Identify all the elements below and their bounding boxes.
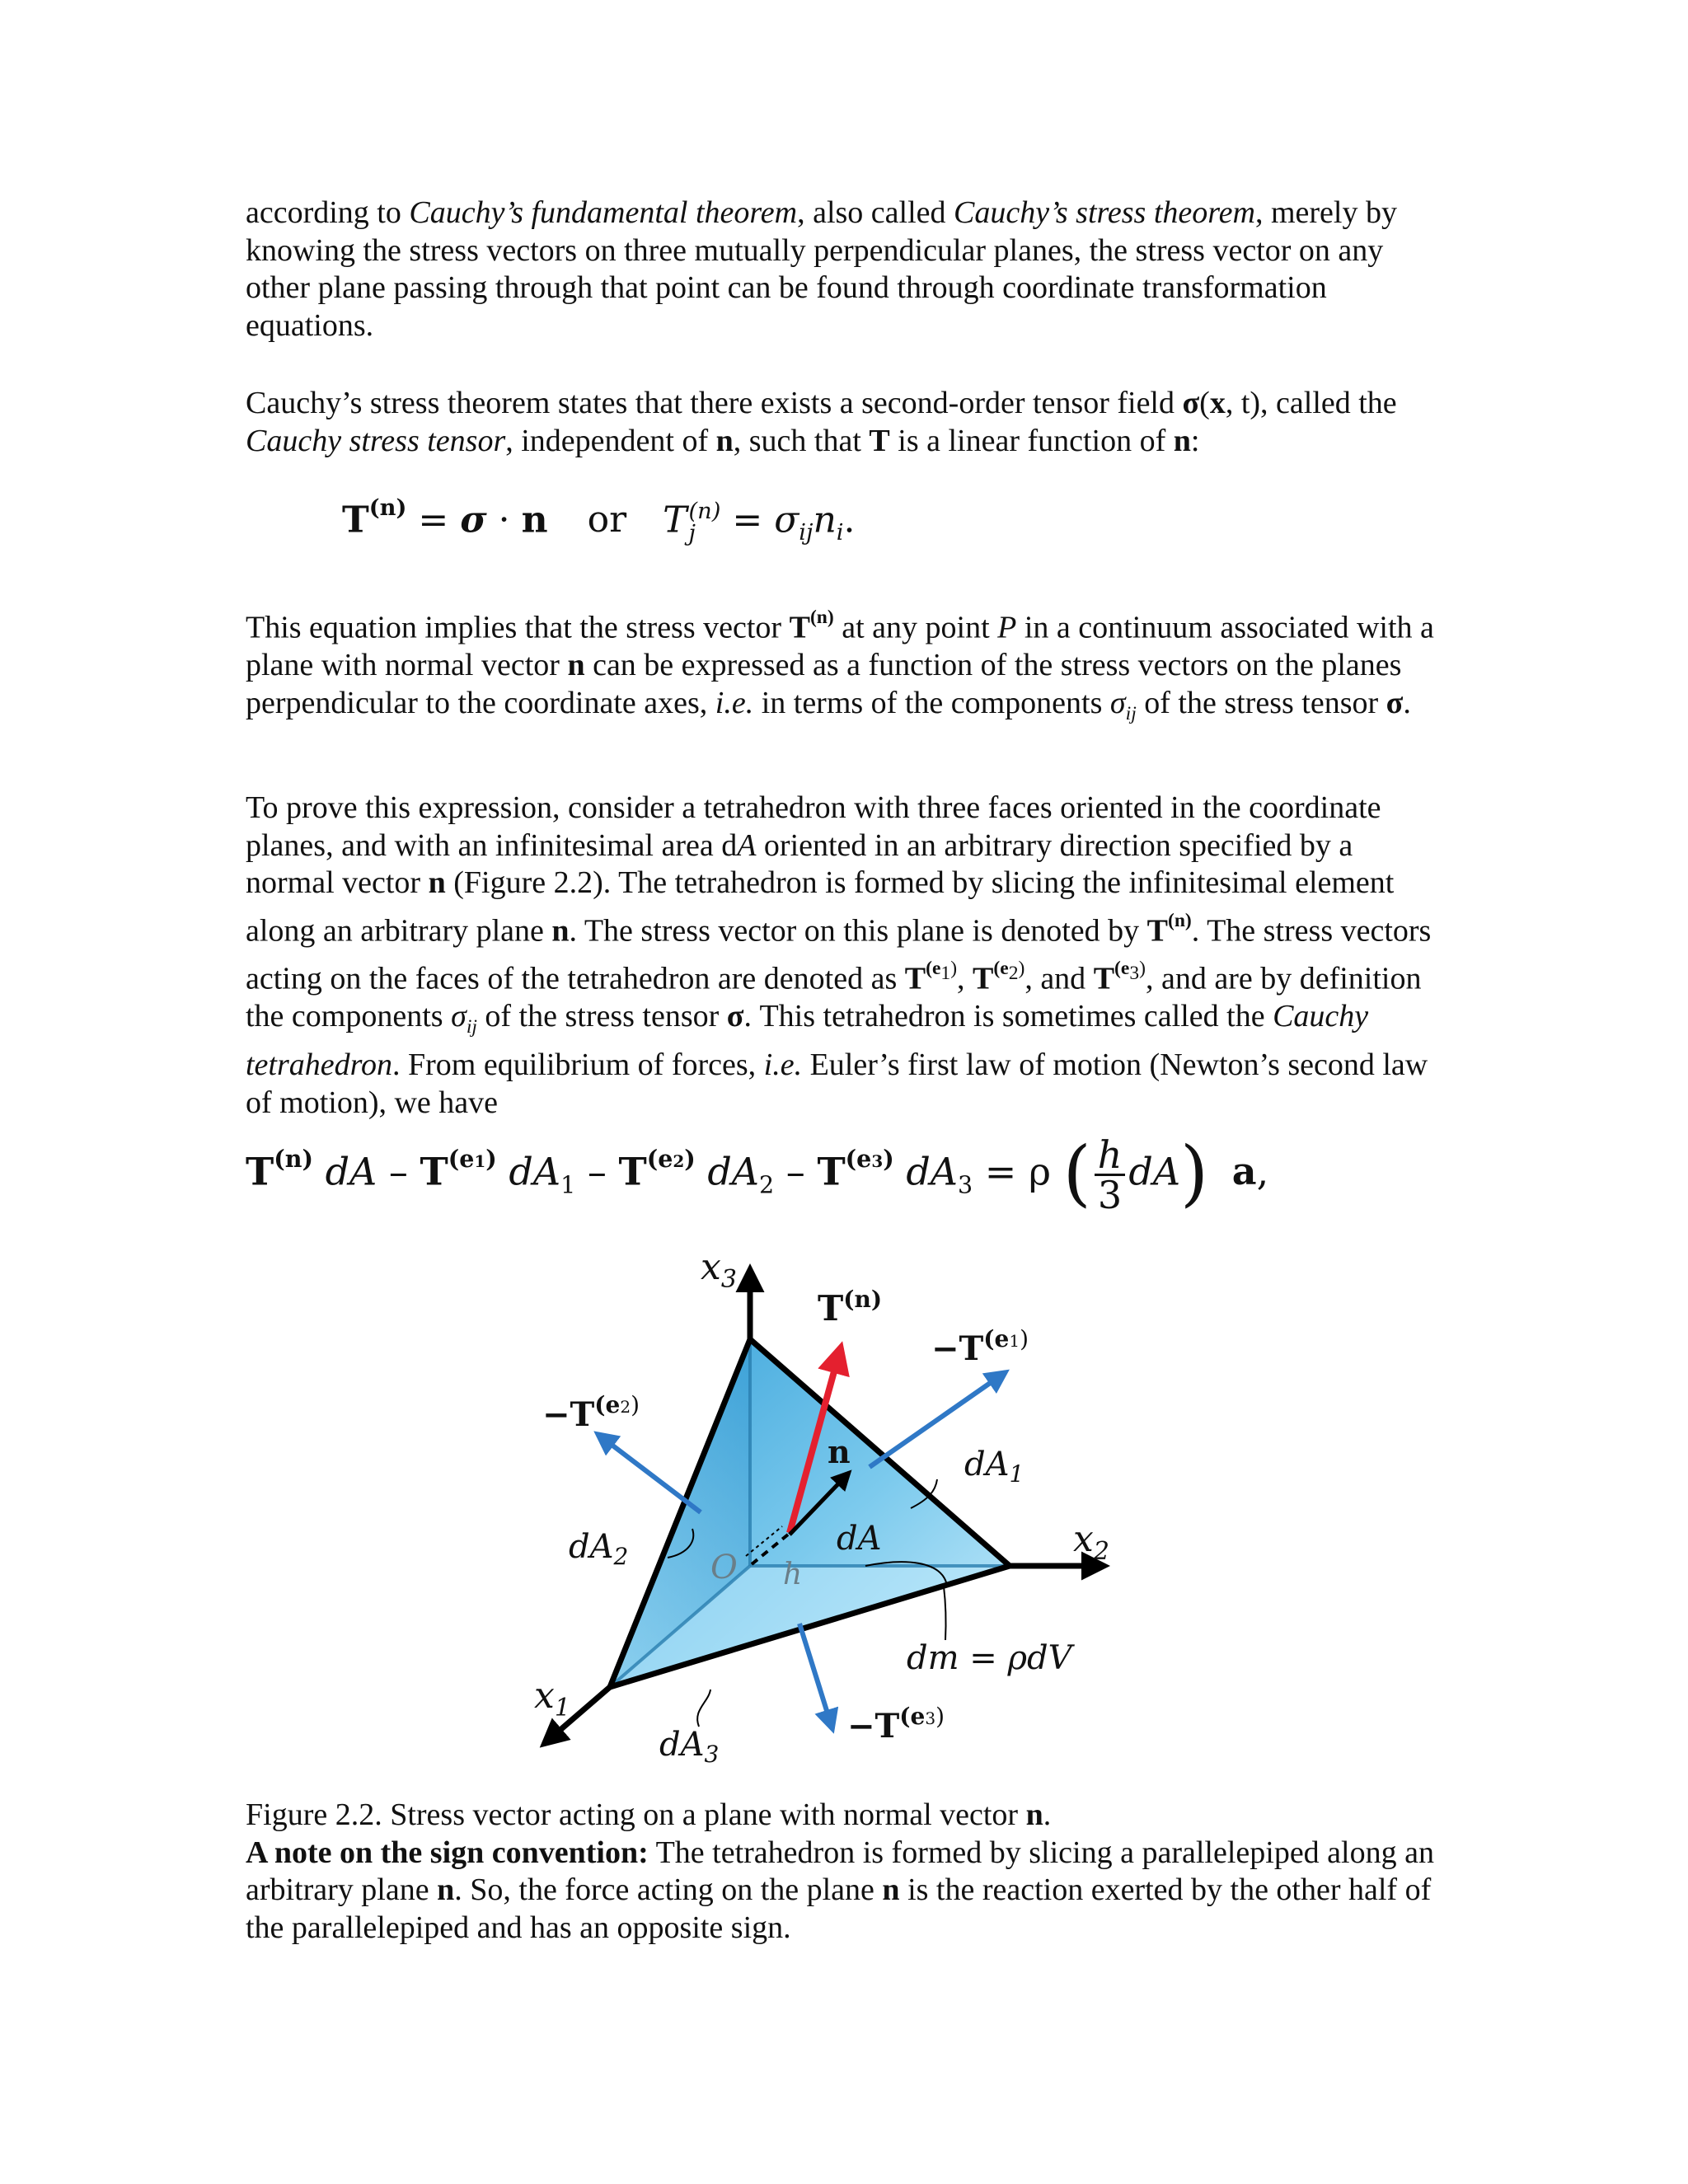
sub-1: 1 xyxy=(940,962,951,984)
sub-2: 2 xyxy=(1008,962,1019,984)
symbol-n: n xyxy=(428,865,446,901)
symbol-n: n xyxy=(551,913,570,949)
text: , also called xyxy=(797,195,954,230)
caption-text: . xyxy=(1043,1797,1052,1832)
text: in a continuum associated with a plane with normal vector xyxy=(246,610,1434,683)
text: . This tetrahedron is sometimes called the xyxy=(743,999,1273,1034)
leader-dm xyxy=(944,1586,946,1640)
eq-equals-rho: = ρ xyxy=(973,1149,1051,1194)
sup-e: (e xyxy=(1114,958,1130,980)
eq-dot: · xyxy=(486,499,522,541)
eq-jsub: j xyxy=(688,520,696,546)
symbol-sigma: σ xyxy=(1109,685,1126,720)
text: (Figure 2.2). The tetrahedron is formed by slicing the infinitesimal element along an arbitrary plane xyxy=(246,865,1395,949)
label-dA: dA xyxy=(837,1520,882,1558)
symbol-T: T xyxy=(973,961,994,996)
label-dm-rhodV: dm = ρdV xyxy=(907,1639,1072,1677)
sub-ij: ij xyxy=(466,1016,477,1038)
eq-equals: = xyxy=(720,499,775,541)
eq-sigma: σ xyxy=(460,499,487,541)
eq-dA: dA xyxy=(325,1149,377,1194)
eq-e: (e xyxy=(845,1144,872,1173)
equation-cauchy-relation xyxy=(342,494,856,546)
eq-minus: – xyxy=(377,1149,420,1194)
text: . xyxy=(1403,685,1411,720)
symbol-T: T xyxy=(1093,961,1115,996)
leader-dA3 xyxy=(697,1690,710,1727)
figure-cauchy-tetrahedron xyxy=(495,1228,1121,1788)
paragraph-tetrahedron-proof xyxy=(246,790,1449,1122)
label-minus-Te1: $-T^{(e}1$) xyxy=(931,1325,1029,1368)
eq-T: T xyxy=(817,1149,846,1194)
sup-n: (n) xyxy=(809,607,834,628)
eq-lparen: ( xyxy=(1062,1131,1091,1215)
eq-dA: dA xyxy=(1128,1149,1181,1194)
caption-text: Figure 2.2. Stress vector acting on a plane with normal vector xyxy=(246,1797,1026,1832)
text: This equation implies that the stress vector xyxy=(246,610,790,645)
label-x3: $x_3$ xyxy=(701,1246,737,1294)
eq-T: T xyxy=(618,1149,647,1194)
term-cauchy-stress-theorem: Cauchy’s stress theorem xyxy=(954,195,1255,230)
sub-3: 3 xyxy=(1129,962,1140,984)
label-x2: $x_2$ xyxy=(1073,1518,1109,1566)
symbol-n: n xyxy=(715,423,734,458)
text: . The stress vector on this plane is denoted by xyxy=(569,913,1147,949)
eq-ij: ij xyxy=(799,520,814,546)
label-Tn: $T^{(n)}$ xyxy=(818,1286,883,1329)
text: according to xyxy=(246,195,410,230)
text: in terms of the components xyxy=(753,685,1110,720)
eq-e: (e xyxy=(448,1144,475,1173)
eq-sub-3: 3 xyxy=(958,1171,973,1199)
eq-i: i xyxy=(836,520,844,546)
text: . From equilibrium of forces, xyxy=(392,1047,764,1083)
text: can be expressed as a function of the stress vectors on the planes perpendicular to the coordinate axes, xyxy=(246,648,1402,720)
text: is a linear function of xyxy=(889,423,1174,458)
symbol-A: A xyxy=(737,827,757,863)
sup-e: (e xyxy=(926,958,941,980)
text: at any point xyxy=(833,610,998,645)
symbol-sigma: σ xyxy=(451,999,467,1034)
eq-or: or xyxy=(587,499,627,541)
text: oriented in an arbitrary direction specified by a normal vector xyxy=(246,827,1353,901)
text: of the stress tensor xyxy=(1136,685,1386,720)
paragraph-cauchy-fundamental-theorem xyxy=(246,194,1449,344)
eq-dA2: dA xyxy=(707,1149,760,1194)
caption-text: . So, the force acting on the plane xyxy=(454,1872,883,1908)
sup-close: ) xyxy=(1139,958,1146,980)
symbol-T: T xyxy=(789,610,810,645)
symbol-n: n xyxy=(567,648,585,683)
symbol-T: T xyxy=(904,961,926,996)
eq-sup-e2: (e2) xyxy=(646,1144,696,1173)
text: , t), called the xyxy=(1225,386,1397,420)
text: . The stress vectors acting on the faces of the tetrahedron are denoted as xyxy=(246,913,1432,996)
label-h: h xyxy=(783,1558,803,1591)
sup-close: ) xyxy=(950,958,958,980)
eq-dA1: dA xyxy=(509,1149,561,1194)
eq-1: 1 xyxy=(474,1151,486,1171)
label-x1: $x_1$ xyxy=(534,1675,570,1722)
label-dA1: $dA_1$ xyxy=(964,1446,1025,1488)
eq-comma: , xyxy=(1256,1149,1269,1194)
eq-sup-e1: (e1) xyxy=(448,1144,497,1173)
text: , and xyxy=(1025,961,1094,996)
symbol-sigma: σ xyxy=(1386,685,1404,720)
eq-sigma: σ xyxy=(774,499,799,541)
symbol-n: n xyxy=(437,1872,455,1908)
label-n: n xyxy=(828,1433,851,1470)
eq-sup: (n) xyxy=(368,494,407,521)
eq-end: . xyxy=(843,499,856,541)
term-cauchy-fundamental-theorem: Cauchy’s fundamental theorem xyxy=(409,195,798,230)
symbol-T: T xyxy=(1146,913,1168,949)
figure-caption xyxy=(246,1797,1449,1947)
paragraph-stress-theorem-statement xyxy=(246,385,1449,460)
text: Euler’s first law of motion (Newton’s second law of motion), we have xyxy=(246,1047,1428,1120)
sup-e: (e xyxy=(993,958,1009,980)
caption-text: is the reaction exerted by the other half of the parallelepiped and has an opposite sign. xyxy=(246,1872,1432,1945)
text-ie: i.e. xyxy=(715,685,754,720)
symbol-n: n xyxy=(882,1872,900,1908)
text: of the stress tensor xyxy=(476,999,727,1034)
eq-jsup: (n) xyxy=(688,498,721,524)
term-cauchy-stress-tensor: Cauchy stress tensor xyxy=(246,423,506,458)
label-origin-O: O xyxy=(710,1549,738,1586)
eq-n: n xyxy=(521,499,548,541)
symbol-P: P xyxy=(997,610,1017,645)
sup-close: ) xyxy=(1018,958,1025,980)
label-dA3: $dA_3$ xyxy=(659,1726,720,1768)
sign-convention-heading: A note on the sign convention: xyxy=(246,1835,649,1870)
eq-a: a xyxy=(1231,1149,1257,1194)
text: , independent of xyxy=(505,423,716,458)
text: , xyxy=(957,961,973,996)
text: Cauchy’s stress theorem states that there exists a second-order tensor field xyxy=(246,386,1183,420)
label-dA2: $dA_2$ xyxy=(569,1528,629,1570)
text: , merely by knowing the stress vectors on three mutually perpendicular planes, the stress vector on any other plane passing through that point can be found through coordinate transformation equations. xyxy=(246,195,1397,343)
sub-ij: ij xyxy=(1125,703,1137,725)
eq-minus: – xyxy=(774,1149,818,1194)
eq-T: T xyxy=(246,1149,274,1194)
eq-sub-1: 1 xyxy=(560,1171,576,1199)
eq-e: (e xyxy=(646,1144,673,1173)
arrow-minus-Te2 xyxy=(598,1434,701,1512)
sup-n: (n) xyxy=(1168,909,1192,931)
eq-sup-e3: (e3) xyxy=(845,1144,894,1173)
text: : xyxy=(1190,423,1200,458)
eq-T: T xyxy=(420,1149,448,1194)
text-ie: i.e. xyxy=(763,1047,803,1083)
symbol-sigma: σ xyxy=(726,999,744,1034)
eq-rparen: ) xyxy=(1180,1131,1209,1215)
text: To prove this expression, consider a tetrahedron with three faces oriented in the coordinate planes, and with an infinitesimal area d xyxy=(246,790,1381,863)
symbol-sigma: σ xyxy=(1182,386,1200,420)
term-cauchy-tetrahedron: Cauchy tetrahedron xyxy=(246,999,1369,1083)
paragraph-equation-implication xyxy=(246,599,1449,733)
arrow-minus-Te3 xyxy=(799,1624,832,1729)
eq-sub-2: 2 xyxy=(759,1171,775,1199)
symbol-T: T xyxy=(869,423,890,458)
eq-fraction xyxy=(1095,1132,1126,1217)
label-minus-Te3: $-T^{(e}3$) xyxy=(847,1703,945,1746)
eq-3: 3 xyxy=(1097,1172,1123,1217)
equation-equilibrium xyxy=(246,1131,1268,1215)
text: , such that xyxy=(733,423,870,458)
eq-n: n xyxy=(813,499,837,541)
eq-Tj: T xyxy=(663,499,687,541)
eq-dA3: dA xyxy=(906,1149,958,1194)
eq-3: 3 xyxy=(871,1151,884,1171)
eq-minus: – xyxy=(575,1149,619,1194)
eq-sup-n: (n) xyxy=(274,1144,313,1173)
eq-equals: = xyxy=(406,499,461,541)
eq-h: h xyxy=(1095,1136,1126,1176)
eq-2: 2 xyxy=(673,1151,685,1171)
text: ( xyxy=(1199,386,1210,420)
symbol-x: x xyxy=(1209,386,1226,420)
label-minus-Te2: $-T^{(e}2$) xyxy=(542,1391,640,1434)
symbol-n: n xyxy=(1173,423,1191,458)
caption-text: The tetrahedron is formed by slicing a parallelepiped along an arbitrary plane xyxy=(246,1835,1434,1908)
symbol-n: n xyxy=(1025,1797,1043,1832)
eq-T: T xyxy=(342,499,369,541)
text: , and are by definition the components xyxy=(246,961,1422,1034)
